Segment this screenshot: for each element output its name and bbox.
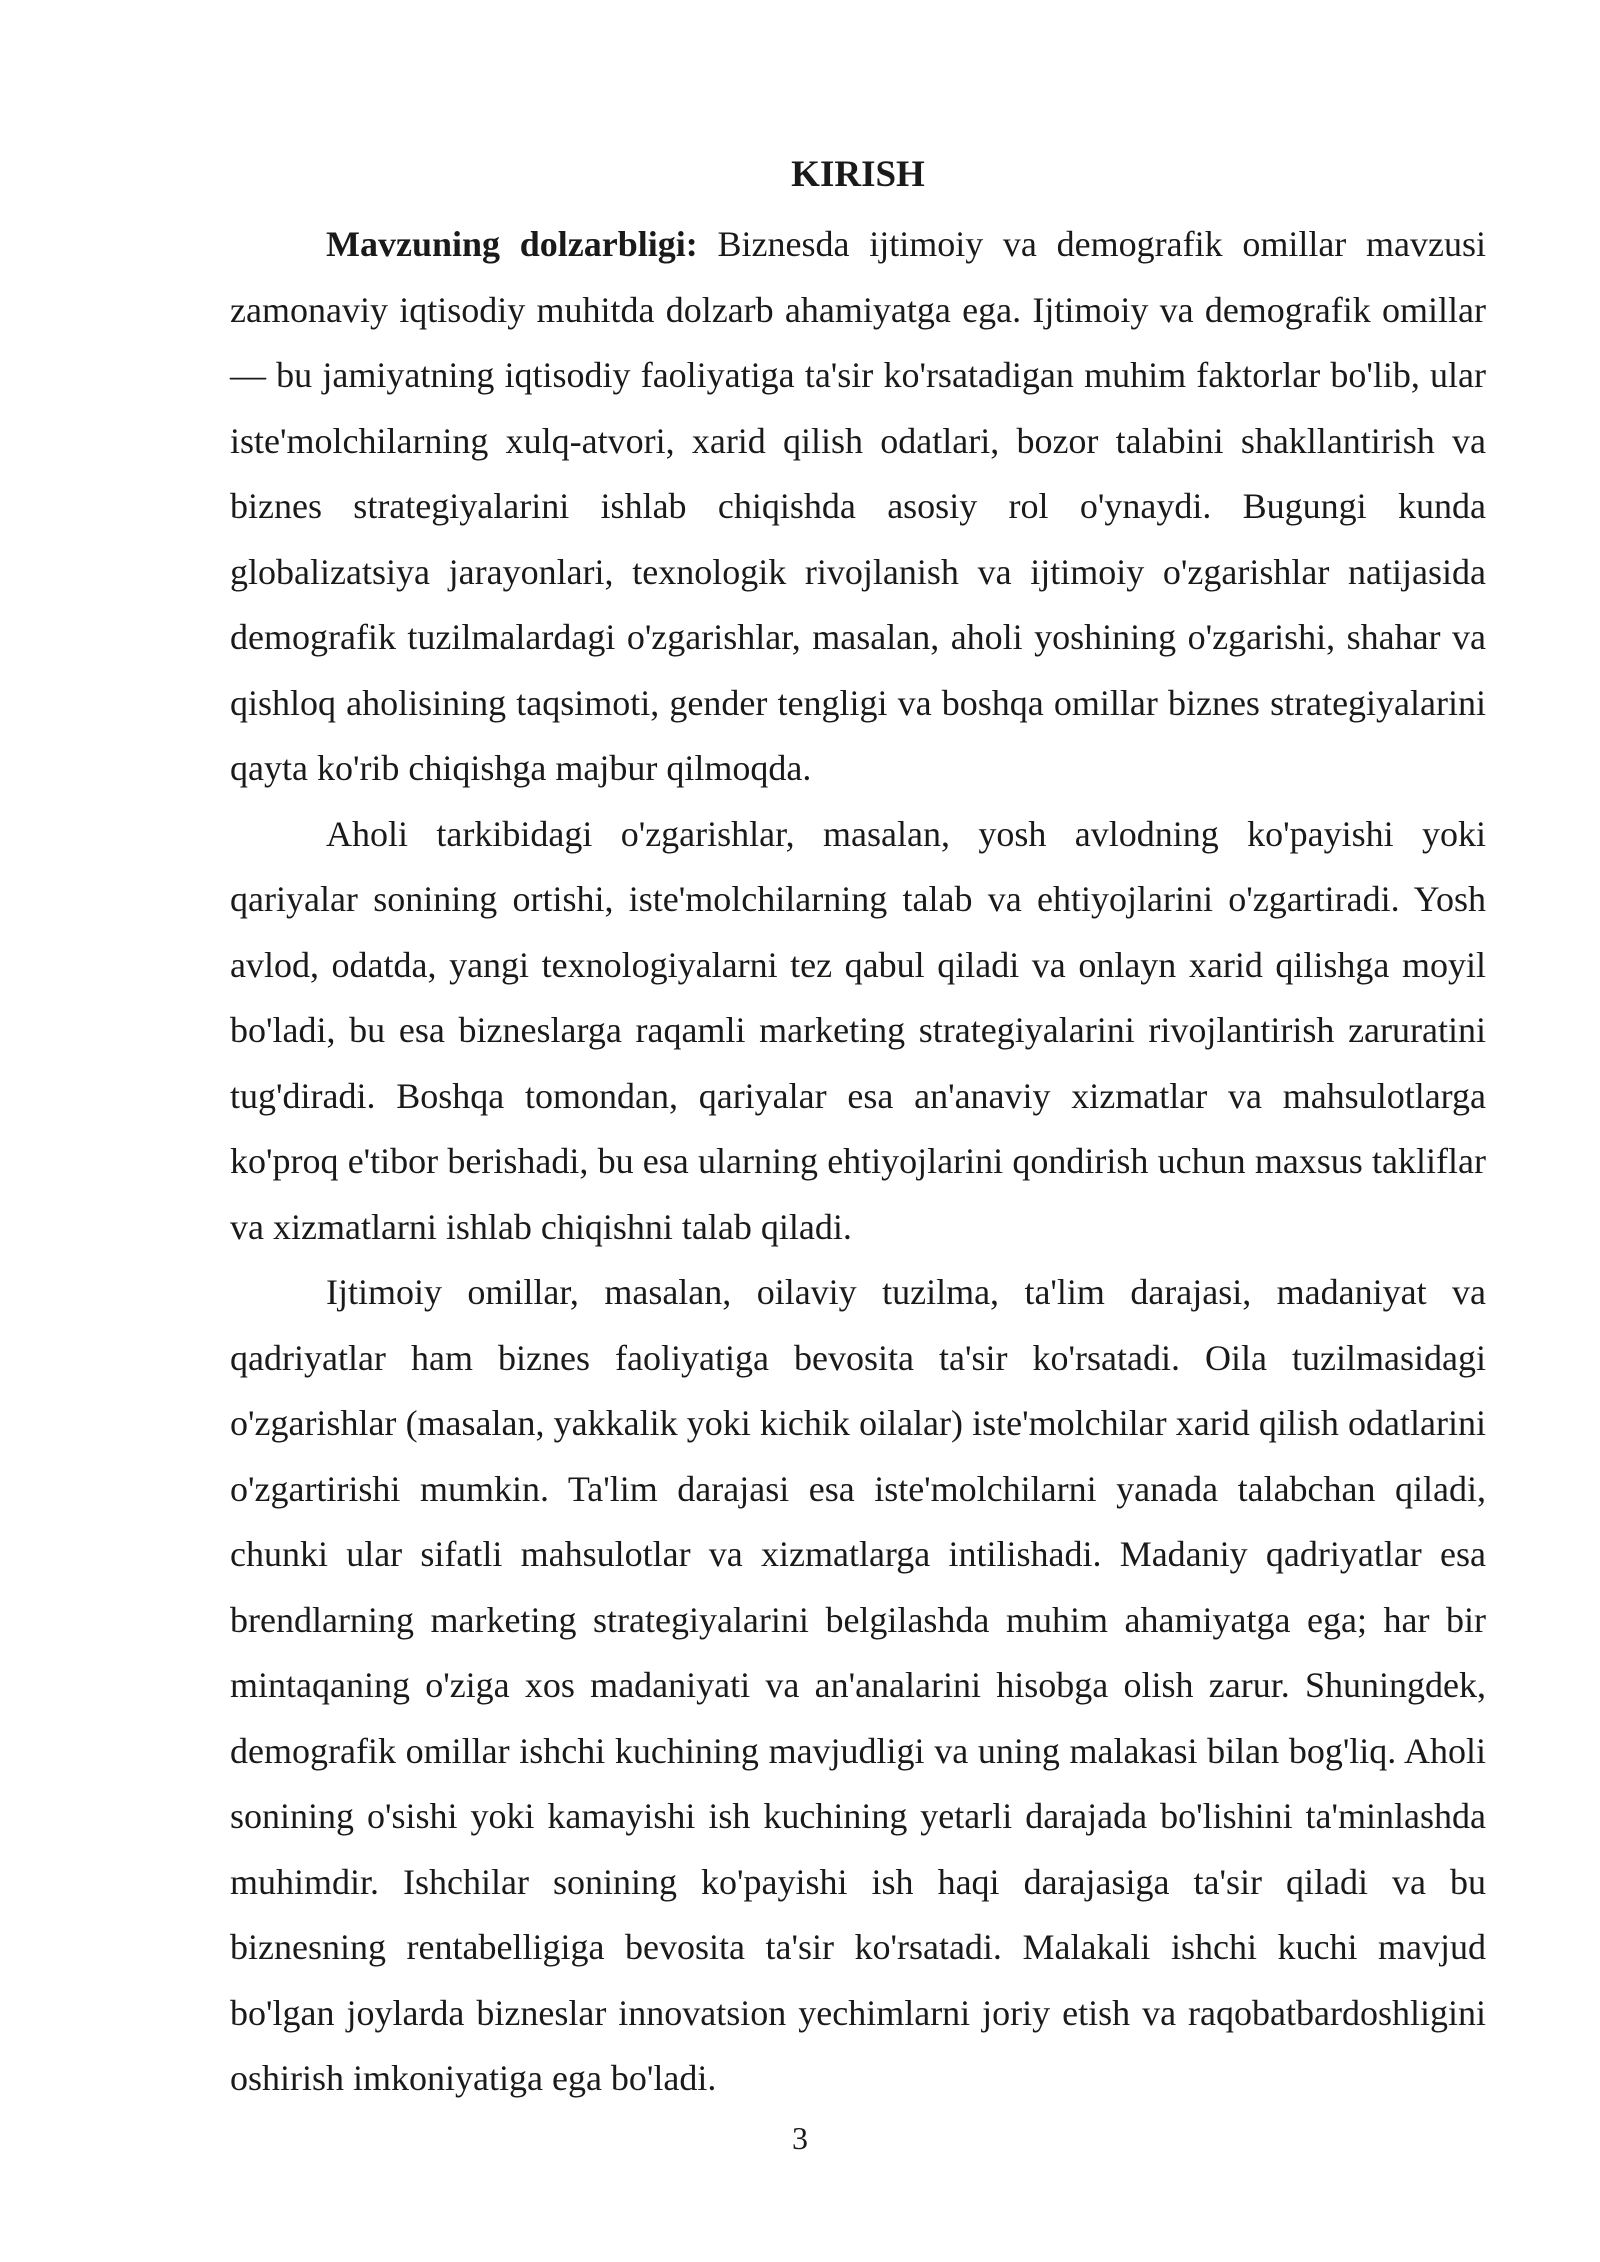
paragraph-social-factors: Ijtimoiy omillar, masalan, oilaviy tuzilma, ta'lim darajasi, madaniyat va qadriyatlar ham biznes faoliyatiga bevosita ta'sir ko'rsatadi. Oila tuzilmasidagi o'zgarishlar (masalan, yakkalik yoki kichik oilalar) iste'molchilar xarid qilish odatlarini o'zgartirishi mumkin. Ta'lim darajasi esa iste'molchilarni yanada talabchan qiladi, chunki ular sifatli mahsulotlar va xizmatlarga intilishadi. Madaniy qadriyatlar esa brendlarning marketing strategiyalarini belgilashda muhim ahamiyatga ega; har bir mintaqaning o'ziga xos madaniyati va an'analarini hisobga olish zarur. Shuningdek, demografik omillar ishchi kuchining mavjudligi va uning malakasi bilan bog'liq. Aholi sonining o'sishi yoki kamayishi ish kuchining yetarli darajada bo'lishini ta'minlashda muhimdir. Ishchilar sonining ko'payishi ish haqi darajasiga ta'sir qiladi va bu biznesning rentabelligiga bevosita ta'sir ko'rsatadi. Malakali ishchi kuchi mavjud bo'lgan joylarda bizneslar innovatsion yechimlarni joriy etish va raqobatbardoshligini oshirish imkoniyatiga ega bo'ladi. xyxy=(230,1272,1486,2098)
paragraph-population: Aholi tarkibidagi o'zgarishlar, masalan, yosh avlodning ko'payishi yoki qariyalar sonining ortishi, iste'molchilarning talab va ehtiyojlarini o'zgartiradi. Yosh avlod, odatda, yangi texnologiyalarni tez qabul qiladi va onlayn xarid qilishga moyil bo'ladi, bu esa bizneslarga raqamli marketing strategiyalarini rivojlantirish zaruratini tug'diradi. Boshqa tomondan, qariyalar esa an'anaviy xizmatlar va mahsulotlarga ko'proq e'tibor berishadi, bu esa ularning ehtiyojlarini qondirish uchun maxsus takliflar va xizmatlarni ishlab chiqishni talab qiladi. xyxy=(230,813,1486,1247)
paragraph-relevance xyxy=(230,212,1486,802)
paragraph-lead: Mavzuning dolzarbligi: xyxy=(326,224,698,264)
section-heading: KIRISH xyxy=(791,154,925,195)
paragraph-text: Biznesda ijtimoiy va demografik omillar mavzusi zamonaviy iqtisodiy muhitda dolzarb ahamiyatga ega. Ijtimoiy va demografik omillar — bu jamiyatning iqtisodiy faoliyatiga ta'sir ko'rsatadigan muhim faktorlar bo'lib, ular iste'molchilarning xulq-atvori, xarid qilish odatlari, bozor talabini shakllantirish va biznes strategiyalarini ishlab chiqishda asosiy rol o'ynaydi. Bugungi kunda globalizatsiya jarayonlari, texnologik rivojlanish va ijtimoiy o'zgarishlar natijasida demografik tuzilmalardagi o'zgarishlar, masalan, aholi yoshining o'zgarishi, shahar va qishloq aholisining taqsimoti, gender tengligi va boshqa omillar biznes strategiyalarini qayta ko'rib chiqishga majbur qilmoqda. xyxy=(230,224,1486,788)
page-number: 3 xyxy=(792,2120,808,2156)
document-page xyxy=(230,148,1486,2112)
